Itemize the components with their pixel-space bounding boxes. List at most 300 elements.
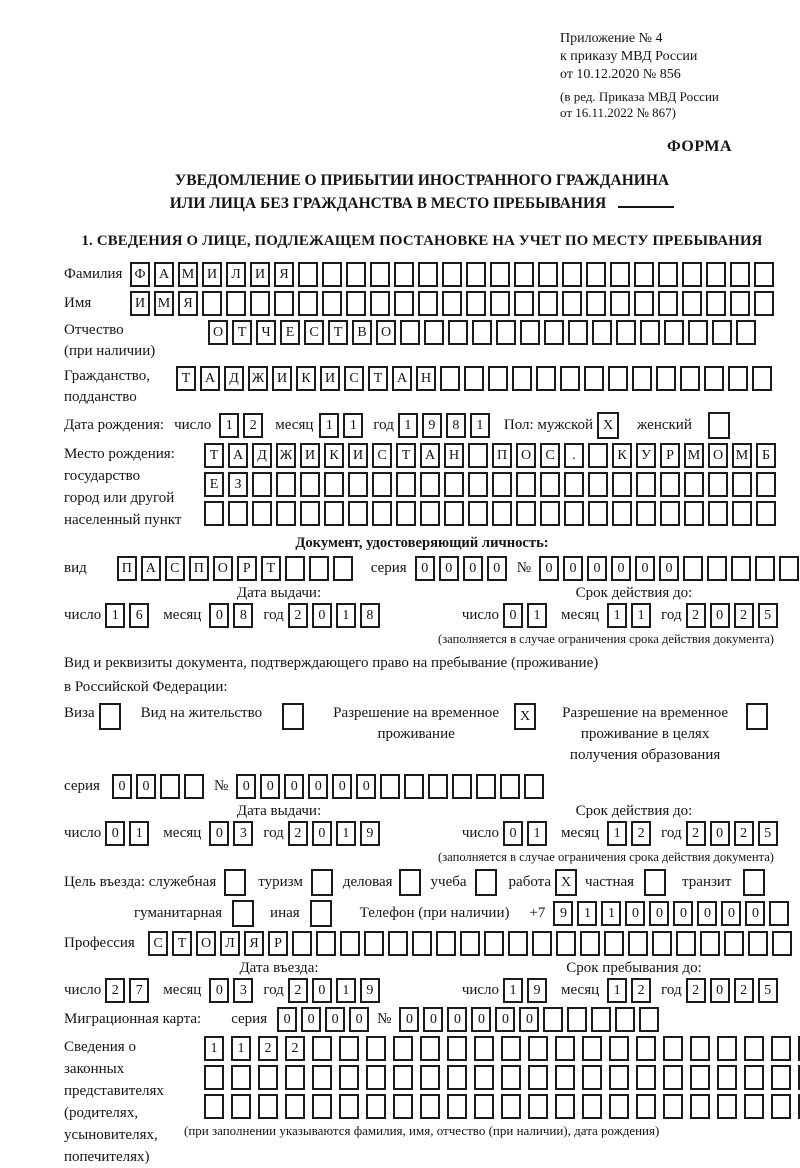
char-box[interactable]: [412, 931, 432, 956]
char-box[interactable]: 1: [336, 603, 356, 628]
char-box[interactable]: [500, 774, 520, 799]
char-box[interactable]: [442, 262, 462, 287]
char-box[interactable]: 1: [336, 821, 356, 846]
char-box[interactable]: [683, 556, 703, 581]
char-box[interactable]: [538, 262, 558, 287]
char-box[interactable]: 1: [470, 413, 490, 438]
char-box[interactable]: [496, 320, 516, 345]
char-box[interactable]: [393, 1094, 413, 1119]
char-box[interactable]: М: [154, 291, 174, 316]
char-box[interactable]: [400, 320, 420, 345]
char-box[interactable]: 2: [686, 603, 706, 628]
char-box[interactable]: [580, 931, 600, 956]
purpose-other-checkbox[interactable]: [310, 900, 332, 927]
char-box[interactable]: [690, 1094, 710, 1119]
char-box[interactable]: 9: [422, 413, 442, 438]
char-box[interactable]: [488, 366, 508, 391]
char-box[interactable]: С: [344, 366, 364, 391]
char-box[interactable]: [490, 262, 510, 287]
char-box[interactable]: [516, 501, 536, 526]
char-box[interactable]: [444, 501, 464, 526]
char-box[interactable]: [468, 443, 488, 468]
char-box[interactable]: [656, 366, 676, 391]
char-box[interactable]: Т: [368, 366, 388, 391]
char-box[interactable]: 1: [607, 821, 627, 846]
char-box[interactable]: И: [320, 366, 340, 391]
char-box[interactable]: [490, 291, 510, 316]
char-box[interactable]: Я: [178, 291, 198, 316]
char-box[interactable]: [514, 291, 534, 316]
purpose-humanitarian-checkbox[interactable]: [232, 900, 254, 927]
char-box[interactable]: [420, 1094, 440, 1119]
char-box[interactable]: [700, 931, 720, 956]
char-box[interactable]: [424, 320, 444, 345]
char-box[interactable]: Т: [176, 366, 196, 391]
char-box[interactable]: [592, 320, 612, 345]
char-box[interactable]: [160, 774, 180, 799]
char-box[interactable]: [608, 366, 628, 391]
char-box[interactable]: [466, 291, 486, 316]
char-box[interactable]: А: [141, 556, 161, 581]
char-box[interactable]: 1: [527, 603, 547, 628]
char-box[interactable]: 7: [129, 978, 149, 1003]
char-box[interactable]: [312, 1065, 332, 1090]
char-box[interactable]: [322, 291, 342, 316]
char-box[interactable]: 1: [319, 413, 339, 438]
char-box[interactable]: 0: [495, 1007, 515, 1032]
char-box[interactable]: [731, 556, 751, 581]
char-box[interactable]: [610, 262, 630, 287]
char-box[interactable]: [771, 1065, 791, 1090]
char-box[interactable]: 2: [686, 978, 706, 1003]
char-box[interactable]: 1: [601, 901, 621, 926]
char-box[interactable]: [612, 472, 632, 497]
char-box[interactable]: Т: [328, 320, 348, 345]
char-box[interactable]: [252, 472, 272, 497]
char-box[interactable]: 9: [553, 901, 573, 926]
char-box[interactable]: [298, 262, 318, 287]
char-box[interactable]: [652, 931, 672, 956]
char-box[interactable]: 0: [332, 774, 352, 799]
char-box[interactable]: [364, 931, 384, 956]
char-box[interactable]: [466, 262, 486, 287]
char-box[interactable]: [682, 262, 702, 287]
char-box[interactable]: 0: [673, 901, 693, 926]
char-box[interactable]: 0: [349, 1007, 369, 1032]
char-box[interactable]: М: [684, 443, 704, 468]
char-box[interactable]: [285, 556, 305, 581]
char-box[interactable]: [226, 291, 246, 316]
char-box[interactable]: [717, 1036, 737, 1061]
char-box[interactable]: 0: [356, 774, 376, 799]
char-box[interactable]: С: [304, 320, 324, 345]
char-box[interactable]: [492, 501, 512, 526]
char-box[interactable]: [724, 931, 744, 956]
char-box[interactable]: [324, 501, 344, 526]
char-box[interactable]: [258, 1094, 278, 1119]
char-box[interactable]: [528, 1065, 548, 1090]
char-box[interactable]: [636, 1036, 656, 1061]
purpose-work-checkbox[interactable]: X: [555, 869, 577, 896]
char-box[interactable]: [544, 320, 564, 345]
char-box[interactable]: [418, 291, 438, 316]
char-box[interactable]: Р: [268, 931, 288, 956]
char-box[interactable]: Ж: [276, 443, 296, 468]
char-box[interactable]: [582, 1036, 602, 1061]
char-box[interactable]: П: [492, 443, 512, 468]
char-box[interactable]: [632, 366, 652, 391]
char-box[interactable]: [460, 931, 480, 956]
char-box[interactable]: [340, 931, 360, 956]
char-box[interactable]: [543, 1007, 563, 1032]
purpose-private-checkbox[interactable]: [644, 869, 666, 896]
char-box[interactable]: [448, 320, 468, 345]
purpose-tourism-checkbox[interactable]: [311, 869, 333, 896]
char-box[interactable]: [348, 501, 368, 526]
char-box[interactable]: Е: [280, 320, 300, 345]
char-box[interactable]: 2: [258, 1036, 278, 1061]
char-box[interactable]: 9: [527, 978, 547, 1003]
char-box[interactable]: 0: [611, 556, 631, 581]
char-box[interactable]: [658, 291, 678, 316]
char-box[interactable]: И: [202, 262, 222, 287]
char-box[interactable]: 2: [105, 978, 125, 1003]
char-box[interactable]: [312, 1094, 332, 1119]
purpose-business-checkbox[interactable]: [399, 869, 421, 896]
char-box[interactable]: [322, 262, 342, 287]
char-box[interactable]: [324, 472, 344, 497]
char-box[interactable]: [524, 774, 544, 799]
char-box[interactable]: [591, 1007, 611, 1032]
char-box[interactable]: А: [420, 443, 440, 468]
char-box[interactable]: [676, 931, 696, 956]
char-box[interactable]: [396, 472, 416, 497]
char-box[interactable]: 1: [204, 1036, 224, 1061]
char-box[interactable]: П: [117, 556, 137, 581]
char-box[interactable]: [744, 1094, 764, 1119]
char-box[interactable]: 9: [360, 978, 380, 1003]
char-box[interactable]: [616, 320, 636, 345]
char-box[interactable]: 0: [260, 774, 280, 799]
char-box[interactable]: [609, 1094, 629, 1119]
char-box[interactable]: .: [564, 443, 584, 468]
char-box[interactable]: Т: [261, 556, 281, 581]
char-box[interactable]: [339, 1036, 359, 1061]
char-box[interactable]: И: [348, 443, 368, 468]
char-box[interactable]: [707, 556, 727, 581]
char-box[interactable]: [690, 1036, 710, 1061]
char-box[interactable]: [615, 1007, 635, 1032]
char-box[interactable]: [756, 501, 776, 526]
char-box[interactable]: [228, 501, 248, 526]
purpose-transit-checkbox[interactable]: [743, 869, 765, 896]
char-box[interactable]: [636, 1065, 656, 1090]
char-box[interactable]: 5: [758, 603, 778, 628]
char-box[interactable]: 2: [631, 978, 651, 1003]
char-box[interactable]: 0: [312, 603, 332, 628]
char-box[interactable]: [366, 1036, 386, 1061]
char-box[interactable]: [372, 472, 392, 497]
char-box[interactable]: [636, 1094, 656, 1119]
char-box[interactable]: 0: [209, 821, 229, 846]
char-box[interactable]: С: [372, 443, 392, 468]
char-box[interactable]: [250, 291, 270, 316]
char-box[interactable]: [472, 320, 492, 345]
char-box[interactable]: 1: [577, 901, 597, 926]
char-box[interactable]: А: [200, 366, 220, 391]
char-box[interactable]: Ф: [130, 262, 150, 287]
char-box[interactable]: [285, 1094, 305, 1119]
char-box[interactable]: [730, 291, 750, 316]
char-box[interactable]: [704, 366, 724, 391]
char-box[interactable]: [346, 291, 366, 316]
female-checkbox[interactable]: [708, 412, 730, 439]
char-box[interactable]: [588, 443, 608, 468]
char-box[interactable]: [252, 501, 272, 526]
char-box[interactable]: [394, 291, 414, 316]
char-box[interactable]: [752, 366, 772, 391]
char-box[interactable]: 0: [105, 821, 125, 846]
char-box[interactable]: 2: [734, 978, 754, 1003]
char-box[interactable]: [420, 501, 440, 526]
char-box[interactable]: А: [228, 443, 248, 468]
char-box[interactable]: [708, 501, 728, 526]
male-checkbox[interactable]: X: [597, 412, 619, 439]
char-box[interactable]: [508, 931, 528, 956]
char-box[interactable]: 0: [563, 556, 583, 581]
char-box[interactable]: [258, 1065, 278, 1090]
char-box[interactable]: [682, 291, 702, 316]
char-box[interactable]: [501, 1065, 521, 1090]
char-box[interactable]: Т: [396, 443, 416, 468]
char-box[interactable]: [184, 774, 204, 799]
char-box[interactable]: 8: [360, 603, 380, 628]
char-box[interactable]: [204, 1094, 224, 1119]
char-box[interactable]: Т: [204, 443, 224, 468]
char-box[interactable]: [756, 472, 776, 497]
char-box[interactable]: [447, 1036, 467, 1061]
char-box[interactable]: 0: [463, 556, 483, 581]
char-box[interactable]: 0: [277, 1007, 297, 1032]
char-box[interactable]: 0: [587, 556, 607, 581]
char-box[interactable]: [339, 1065, 359, 1090]
char-box[interactable]: 2: [734, 603, 754, 628]
char-box[interactable]: [560, 366, 580, 391]
char-box[interactable]: [744, 1036, 764, 1061]
char-box[interactable]: [309, 556, 329, 581]
char-box[interactable]: [730, 262, 750, 287]
char-box[interactable]: [346, 262, 366, 287]
char-box[interactable]: [274, 291, 294, 316]
char-box[interactable]: У: [636, 443, 656, 468]
char-box[interactable]: [348, 472, 368, 497]
char-box[interactable]: [512, 366, 532, 391]
char-box[interactable]: 2: [243, 413, 263, 438]
char-box[interactable]: Р: [237, 556, 257, 581]
char-box[interactable]: [300, 472, 320, 497]
char-box[interactable]: 0: [112, 774, 132, 799]
char-box[interactable]: [772, 931, 792, 956]
char-box[interactable]: И: [130, 291, 150, 316]
char-box[interactable]: 1: [219, 413, 239, 438]
char-box[interactable]: [610, 291, 630, 316]
char-box[interactable]: [528, 1094, 548, 1119]
char-box[interactable]: С: [148, 931, 168, 956]
char-box[interactable]: [476, 774, 496, 799]
char-box[interactable]: [393, 1036, 413, 1061]
char-box[interactable]: [418, 262, 438, 287]
char-box[interactable]: 1: [607, 603, 627, 628]
char-box[interactable]: 0: [625, 901, 645, 926]
char-box[interactable]: 0: [519, 1007, 539, 1032]
char-box[interactable]: [771, 1094, 791, 1119]
char-box[interactable]: [684, 472, 704, 497]
char-box[interactable]: [567, 1007, 587, 1032]
char-box[interactable]: [404, 774, 424, 799]
char-box[interactable]: 1: [129, 821, 149, 846]
char-box[interactable]: [393, 1065, 413, 1090]
char-box[interactable]: 0: [399, 1007, 419, 1032]
char-box[interactable]: [609, 1036, 629, 1061]
char-box[interactable]: 0: [697, 901, 717, 926]
char-box[interactable]: [442, 291, 462, 316]
char-box[interactable]: О: [213, 556, 233, 581]
char-box[interactable]: [474, 1036, 494, 1061]
char-box[interactable]: [636, 501, 656, 526]
char-box[interactable]: [748, 931, 768, 956]
char-box[interactable]: [300, 501, 320, 526]
char-box[interactable]: [586, 291, 606, 316]
char-box[interactable]: Т: [172, 931, 192, 956]
char-box[interactable]: 0: [415, 556, 435, 581]
char-box[interactable]: 5: [758, 821, 778, 846]
char-box[interactable]: 1: [631, 603, 651, 628]
char-box[interactable]: [316, 931, 336, 956]
char-box[interactable]: [292, 931, 312, 956]
char-box[interactable]: 0: [423, 1007, 443, 1032]
char-box[interactable]: К: [296, 366, 316, 391]
char-box[interactable]: [634, 262, 654, 287]
char-box[interactable]: 0: [209, 603, 229, 628]
char-box[interactable]: 3: [233, 821, 253, 846]
char-box[interactable]: [474, 1094, 494, 1119]
char-box[interactable]: А: [392, 366, 412, 391]
char-box[interactable]: 0: [503, 603, 523, 628]
char-box[interactable]: [584, 366, 604, 391]
char-box[interactable]: [680, 366, 700, 391]
char-box[interactable]: [636, 472, 656, 497]
char-box[interactable]: [540, 501, 560, 526]
char-box[interactable]: С: [165, 556, 185, 581]
char-box[interactable]: [732, 501, 752, 526]
char-box[interactable]: [562, 262, 582, 287]
char-box[interactable]: [706, 291, 726, 316]
char-box[interactable]: [312, 1036, 332, 1061]
char-box[interactable]: 6: [129, 603, 149, 628]
char-box[interactable]: М: [178, 262, 198, 287]
char-box[interactable]: В: [352, 320, 372, 345]
char-box[interactable]: [555, 1036, 575, 1061]
char-box[interactable]: 0: [710, 978, 730, 1003]
char-box[interactable]: Л: [220, 931, 240, 956]
char-box[interactable]: [717, 1094, 737, 1119]
char-box[interactable]: [640, 320, 660, 345]
char-box[interactable]: 5: [758, 978, 778, 1003]
char-box[interactable]: [370, 262, 390, 287]
char-box[interactable]: [536, 366, 556, 391]
char-box[interactable]: 1: [607, 978, 627, 1003]
char-box[interactable]: [420, 472, 440, 497]
char-box[interactable]: 0: [635, 556, 655, 581]
char-box[interactable]: [568, 320, 588, 345]
char-box[interactable]: [706, 262, 726, 287]
char-box[interactable]: [447, 1094, 467, 1119]
char-box[interactable]: 0: [439, 556, 459, 581]
char-box[interactable]: 1: [231, 1036, 251, 1061]
char-box[interactable]: О: [376, 320, 396, 345]
char-box[interactable]: [394, 262, 414, 287]
char-box[interactable]: [684, 501, 704, 526]
char-box[interactable]: 2: [686, 821, 706, 846]
char-box[interactable]: [501, 1094, 521, 1119]
char-box[interactable]: Р: [660, 443, 680, 468]
char-box[interactable]: [564, 472, 584, 497]
char-box[interactable]: [204, 501, 224, 526]
char-box[interactable]: [333, 556, 353, 581]
char-box[interactable]: [664, 320, 684, 345]
char-box[interactable]: [732, 472, 752, 497]
char-box[interactable]: 0: [487, 556, 507, 581]
char-box[interactable]: 2: [734, 821, 754, 846]
char-box[interactable]: Я: [244, 931, 264, 956]
char-box[interactable]: [276, 472, 296, 497]
char-box[interactable]: 2: [288, 603, 308, 628]
char-box[interactable]: 2: [285, 1036, 305, 1061]
char-box[interactable]: [474, 1065, 494, 1090]
char-box[interactable]: 0: [312, 821, 332, 846]
char-box[interactable]: 2: [288, 821, 308, 846]
char-box[interactable]: [464, 366, 484, 391]
char-box[interactable]: [276, 501, 296, 526]
char-box[interactable]: Т: [232, 320, 252, 345]
char-box[interactable]: [744, 1065, 764, 1090]
char-box[interactable]: О: [208, 320, 228, 345]
char-box[interactable]: 1: [105, 603, 125, 628]
char-box[interactable]: С: [540, 443, 560, 468]
char-box[interactable]: [582, 1065, 602, 1090]
char-box[interactable]: 0: [325, 1007, 345, 1032]
char-box[interactable]: [717, 1065, 737, 1090]
char-box[interactable]: [582, 1094, 602, 1119]
char-box[interactable]: 0: [503, 821, 523, 846]
char-box[interactable]: [514, 262, 534, 287]
char-box[interactable]: [484, 931, 504, 956]
char-box[interactable]: Я: [274, 262, 294, 287]
char-box[interactable]: [754, 291, 774, 316]
char-box[interactable]: [520, 320, 540, 345]
char-box[interactable]: [556, 931, 576, 956]
char-box[interactable]: 0: [710, 821, 730, 846]
char-box[interactable]: [528, 1036, 548, 1061]
char-box[interactable]: [492, 472, 512, 497]
char-box[interactable]: 0: [136, 774, 156, 799]
char-box[interactable]: 0: [721, 901, 741, 926]
char-box[interactable]: 1: [343, 413, 363, 438]
char-box[interactable]: [588, 472, 608, 497]
char-box[interactable]: О: [516, 443, 536, 468]
char-box[interactable]: [564, 501, 584, 526]
char-box[interactable]: 0: [209, 978, 229, 1003]
